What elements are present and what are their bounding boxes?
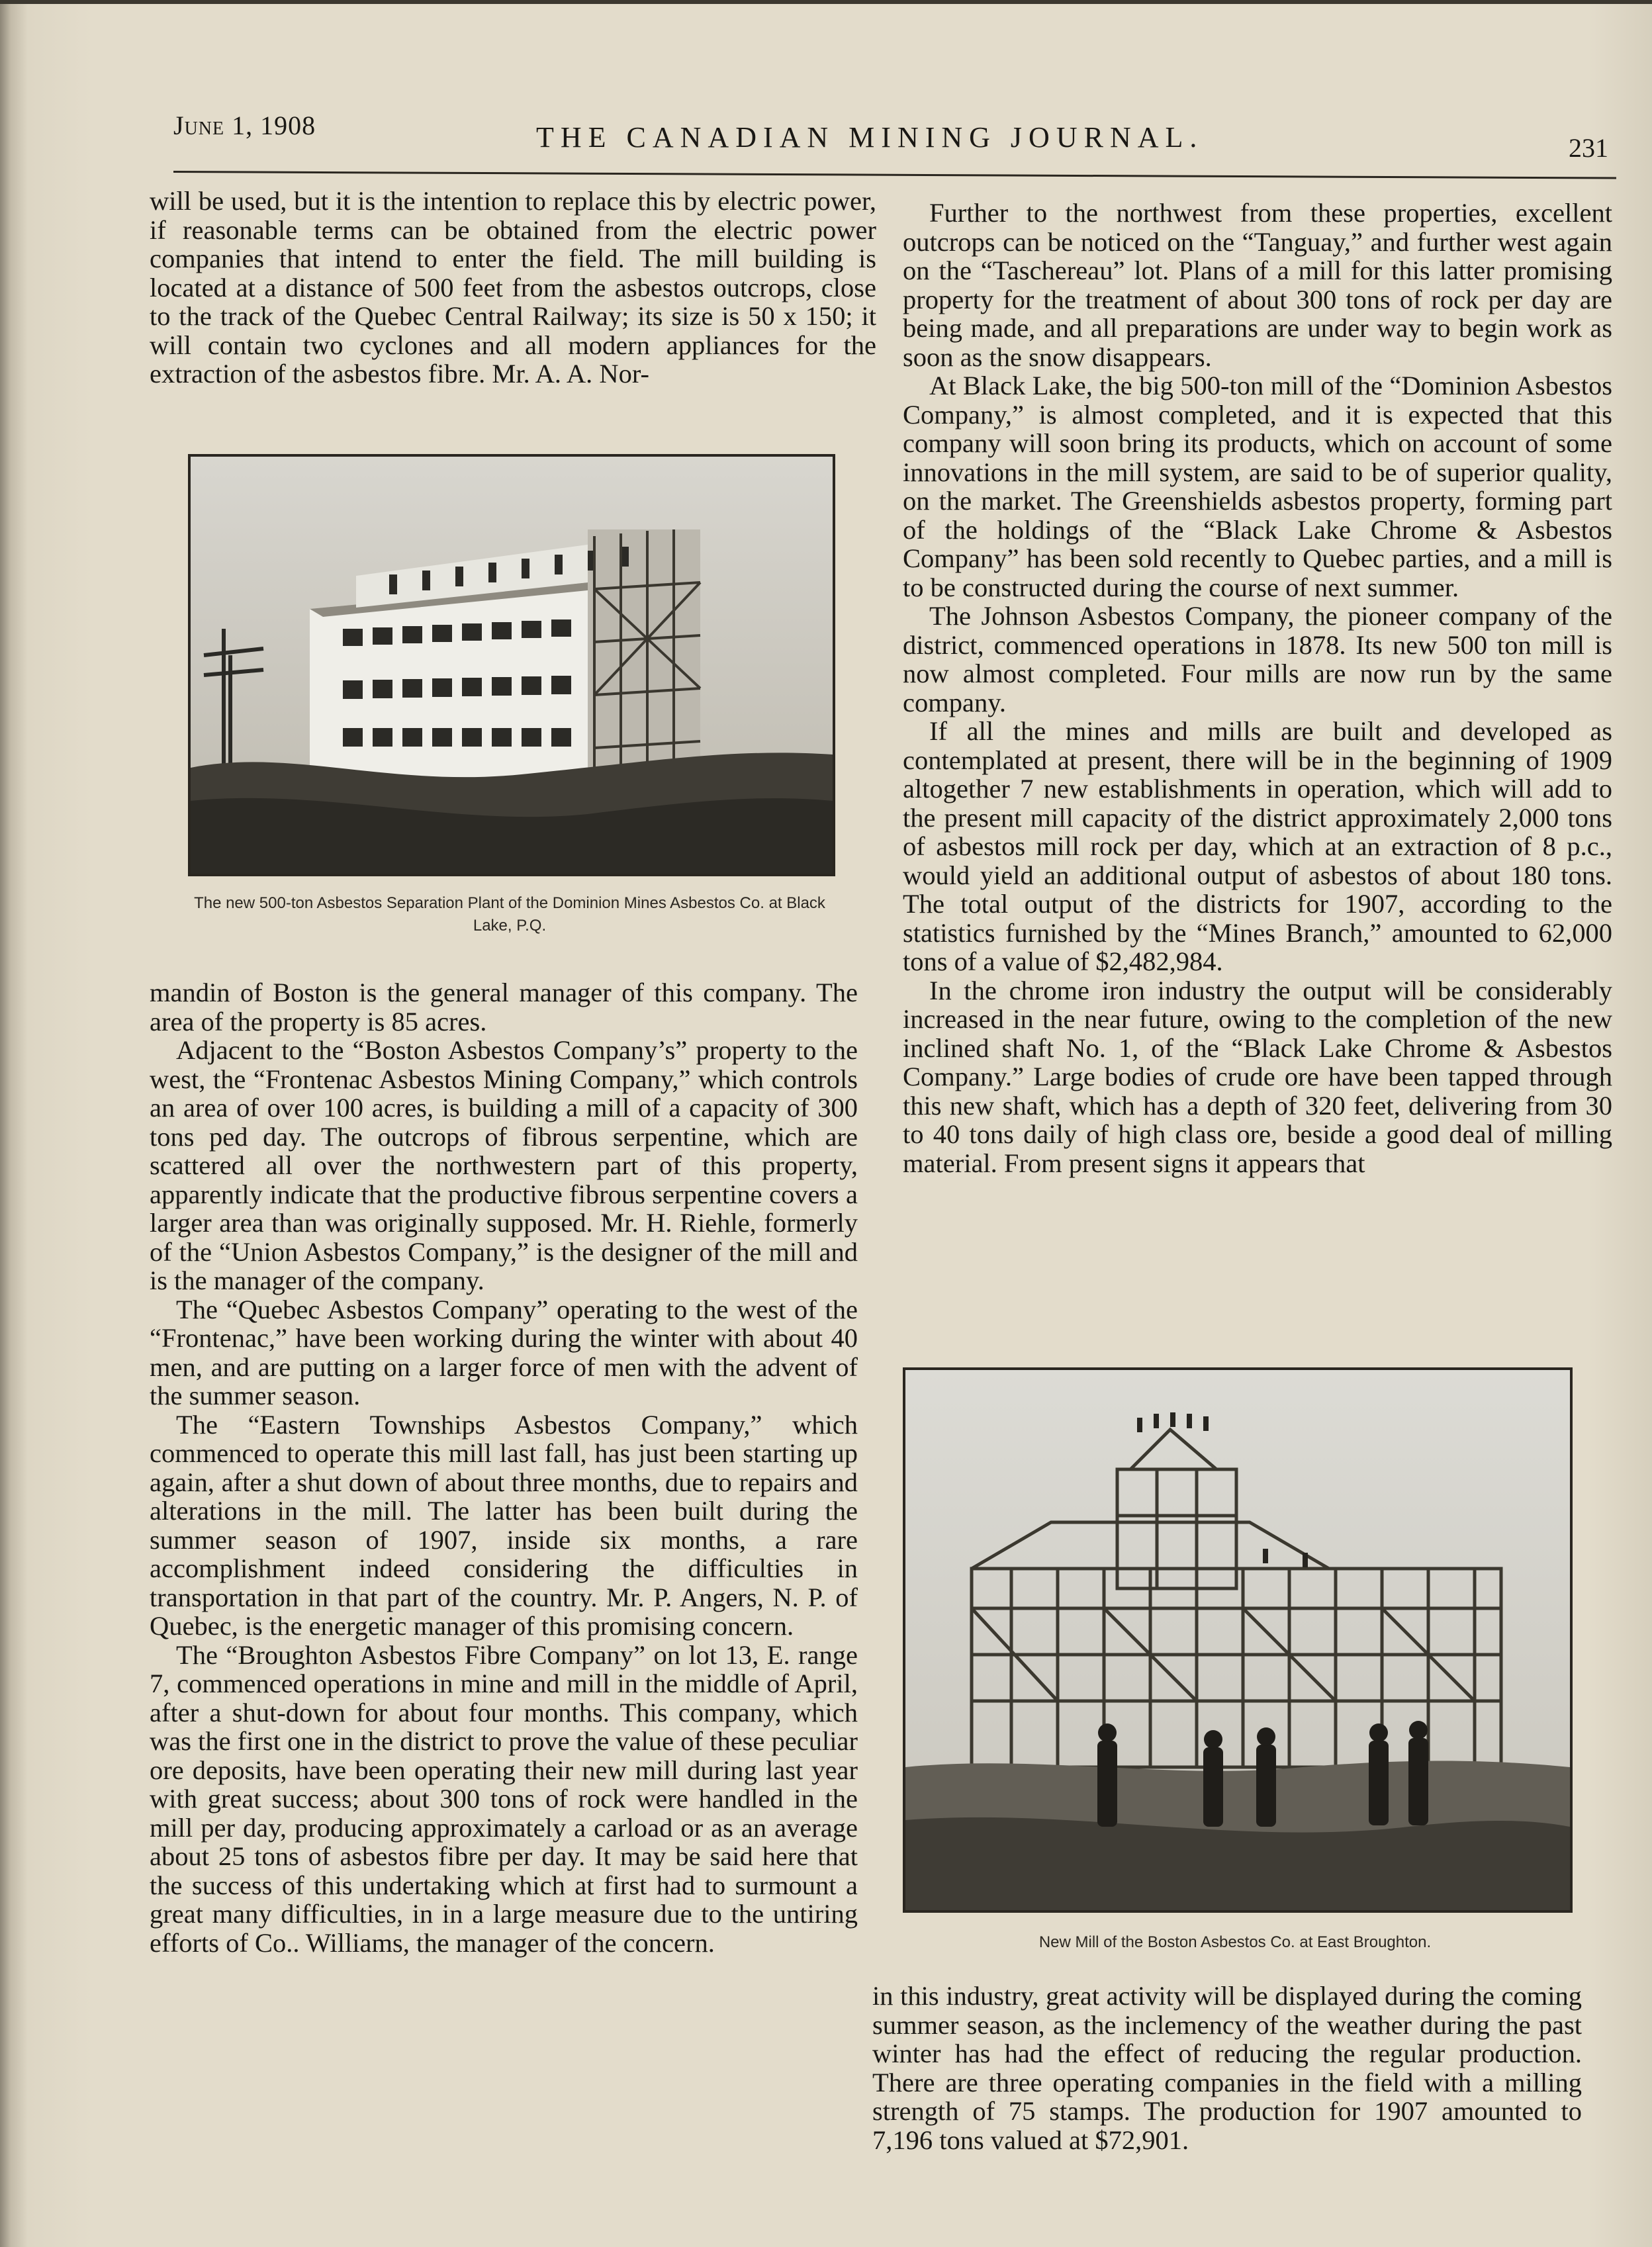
left-column-body	[150, 978, 858, 1957]
boston-mill-photo	[903, 1367, 1573, 1913]
boston-mill-illustration	[905, 1370, 1570, 1910]
dominion-mill-caption: The new 500-ton Asbestos Separation Plant of the Dominion Mines Asbestos Co. at Black Lake, P.Q.	[194, 894, 825, 935]
paragraph: The Johnson Asbestos Company, the pioneer company of the district, commenced operations in 1878. Its new 500 ton mill is now almost completed. Four mills are now run by the same company.	[903, 601, 1612, 717]
paragraph: Further to the northwest from these properties, excellent outcrops can be noticed on the “Tanguay,” and further west again on the “Taschereau” lot. Plans of a mill for this latter promising property for the treatment of about 300 tons of rock per day are being made, and all preparations are under way to begin work as soon as the snow disappears.	[903, 198, 1612, 372]
paragraph: If all the mines and mills are built and developed as contemplated at present, there will be in the beginning of 1909 altogether 7 new establishments in operation, which will add to the present mill capacity of the district approximately 2,000 tons of asbestos mill rock per day, which at an extraction of 8 p.c., would yield an additional output of asbestos of about 180 tons. The total output of the districts for 1907, according to the statistics furnished by the “Mines Branch,” amounted to 62,000 tons of a value of $2,482,984.	[903, 716, 1612, 976]
right-column-body	[903, 199, 1612, 1177]
left-column-top-text	[150, 187, 876, 389]
paragraph: In the chrome iron industry the output will be considerably increased in the near future, owing to the completion of the new inclined shaft No. 1, of the “Black Lake Chrome & Asbestos Company.” Large bodies of crude ore have been tapped through this new shaft, which has a depth of 320 feet, delivering from 30 to 40 tons daily of high class ore, beside a good deal of milling material. From present signs it appears that	[903, 975, 1612, 1178]
paragraph: mandin of Boston is the general manager of this company. The area of the property is 85 acres.	[150, 978, 858, 1036]
boston-mill-caption: New Mill of the Boston Asbestos Co. at East Broughton.	[1038, 1933, 1432, 1951]
paragraph: The “Quebec Asbestos Company” operating to the west of the “Frontenac,” have been working during the winter with about 40 men, and are putting on a larger force of men with the advent of the summer season.	[150, 1294, 858, 1410]
paragraph: At Black Lake, the big 500-ton mill of the “Dominion Asbestos Company,” is almost completed, and it is expected that this company will soon bring its products, which on account of some innovations in the mill system, are said to be of superior quality, on the market. The Greenshields asbestos property, forming part of the holdings of the “Black Lake Chrome & Asbestos Company” has been sold recently to Quebec parties, and a mill is to be constructed during the course of next summer.	[903, 371, 1612, 602]
page-header	[0, 0, 1652, 172]
paragraph: in this industry, great activity will be displayed during the coming summer season, as the inclemency of the weather during the past winter has had the effect of reducing the regular production. There are three operating companies in the field with a milling strength of 75 stamps. The production for 1907 amounted to 7,196 tons valued at $72,901.	[872, 1981, 1582, 2155]
paragraph: Adjacent to the “Boston Asbestos Company’s” property to the west, the “Frontenac Asbestos Mining Company,” which controls an area of over 100 acres, is building a mill of a capacity of 300 tons ped day. The outcrops of fibrous serpentine, which are scattered all over the northwestern part of this property, apparently indicate that the productive fibrous serpentine covers a larger area than was originally supposed. Mr. H. Riehle, formerly of the “Union Asbestos Company,” is the designer of the mill and is the manager of the company.	[150, 1035, 858, 1295]
paragraph: The “Broughton Asbestos Fibre Company” on lot 13, E. range 7, commenced operations in mine and mill in the middle of April, after a shut-down for about four months. This company, which was the first one in the district to prove the value of these peculiar ore deposits, have been operating their new mill during last year with great success; about 300 tons of rock were handled in the mill per day, producing approximately a carload or as an average about 25 tons of asbestos fibre per day. It may be said here that the success of this undertaking which at first had to surmount a great many difficulties, in in a large measure due to the untiring efforts of Co.. Williams, the manager of the concern.	[150, 1639, 858, 1958]
dominion-mill-illustration	[191, 457, 833, 874]
right-column-bottom-text	[872, 1982, 1582, 2154]
dominion-mill-photo	[188, 454, 835, 876]
header-rule	[173, 171, 1616, 179]
page-number: 231	[1569, 133, 1608, 163]
paragraph: The “Eastern Townships Asbestos Company,” which commenced to operate this mill last fall, has just been starting up again, after a shut down of about three months, due to repairs and alterations in the mill. The latter has been built during the summer season of 1907, inside six months, a rare accomplishment indeed considering the difficulties in transportation in that part of the country. Mr. P. Angers, N. P. of Quebec, is the energetic manager of this promising concern.	[150, 1409, 858, 1641]
paragraph: will be used, but it is the intention to replace this by electric power, if reasonable terms can be obtained from the electric power companies that intend to enter the field. The mill building is located at a distance of 500 feet from the asbestos outcrops, close to the track of the Quebec Central Railway; its size is 50 x 150; it will contain two cyclones and all modern appliances for the extraction of the asbestos fibre. Mr. A. A. Nor-	[150, 186, 876, 389]
journal-title: THE CANADIAN MINING JOURNAL.	[536, 121, 1204, 154]
issue-date: June 1, 1908	[173, 111, 316, 140]
